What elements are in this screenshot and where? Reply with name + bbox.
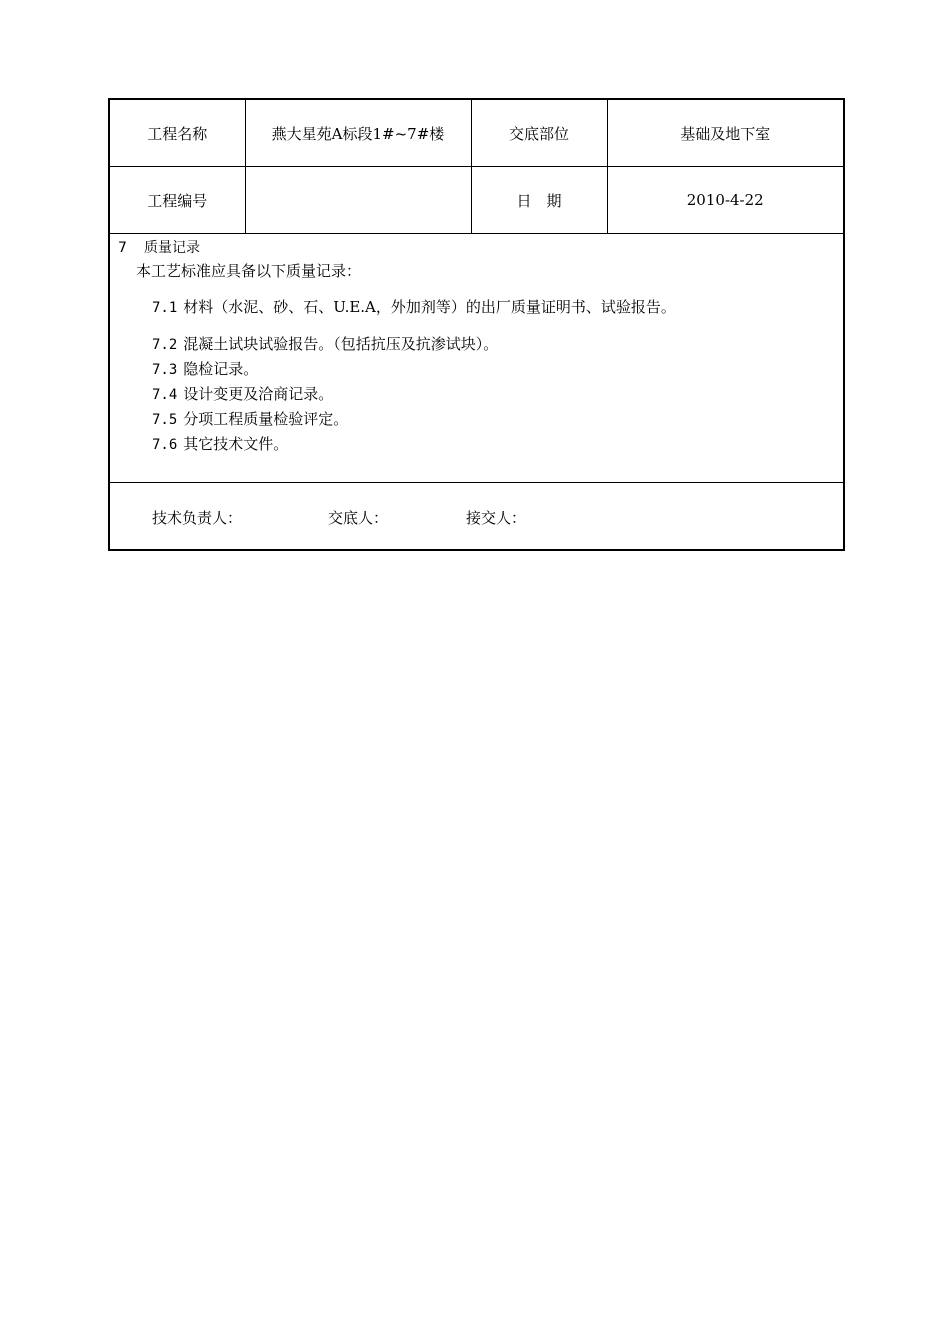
item-text: 材料（水泥、砂、石、U.E.A，外加剂等）的出厂质量证明书、试验报告。 — [183, 298, 676, 316]
signature-row — [109, 483, 844, 551]
project-name-label: 工程名称 — [109, 99, 245, 167]
content-cell — [109, 234, 844, 483]
handover-by-signature-label: 交底人： — [328, 509, 389, 527]
item-text: 其它技术文件。 — [183, 435, 289, 453]
header-row-2 — [109, 167, 844, 234]
section-intro: 本工艺标准应具备以下质量记录： — [136, 262, 362, 280]
list-item — [152, 383, 333, 404]
item-number: 7.3 — [152, 362, 178, 378]
section-number: 7 — [118, 240, 127, 256]
section-title: 质量记录 — [144, 240, 200, 256]
date-value: 2010-4-22 — [607, 167, 844, 234]
section-heading — [118, 237, 200, 257]
item-number: 7.2 — [152, 337, 178, 353]
item-number: 7.5 — [152, 412, 178, 428]
item-number: 7.1 — [152, 300, 178, 316]
date-label: 日 期 — [471, 167, 607, 234]
item-number: 7.6 — [152, 437, 178, 453]
handover-form-table — [108, 98, 845, 551]
header-row-1 — [109, 99, 844, 167]
item-number: 7.4 — [152, 387, 178, 403]
item-text: 分项工程质量检验评定。 — [183, 410, 349, 428]
item-text: 混凝土试块试验报告。（包括抗压及抗渗试块）。 — [183, 335, 499, 353]
signature-cell — [109, 483, 844, 551]
list-item — [152, 333, 498, 354]
content-row — [109, 234, 844, 483]
receiver-signature-label: 接交人： — [466, 509, 527, 527]
handover-part-value: 基础及地下室 — [607, 99, 844, 167]
list-item — [152, 358, 258, 379]
handover-part-label: 交底部位 — [471, 99, 607, 167]
list-item — [152, 296, 676, 317]
list-item — [152, 408, 348, 429]
item-text: 设计变更及洽商记录。 — [183, 385, 334, 403]
item-text: 隐检记录。 — [183, 360, 259, 378]
tech-lead-signature-label: 技术负责人： — [152, 509, 243, 527]
project-no-label: 工程编号 — [109, 167, 245, 234]
list-item — [152, 433, 288, 454]
project-no-value — [245, 167, 471, 234]
project-name-value: 燕大星苑A标段1#~7#楼 — [245, 99, 471, 167]
